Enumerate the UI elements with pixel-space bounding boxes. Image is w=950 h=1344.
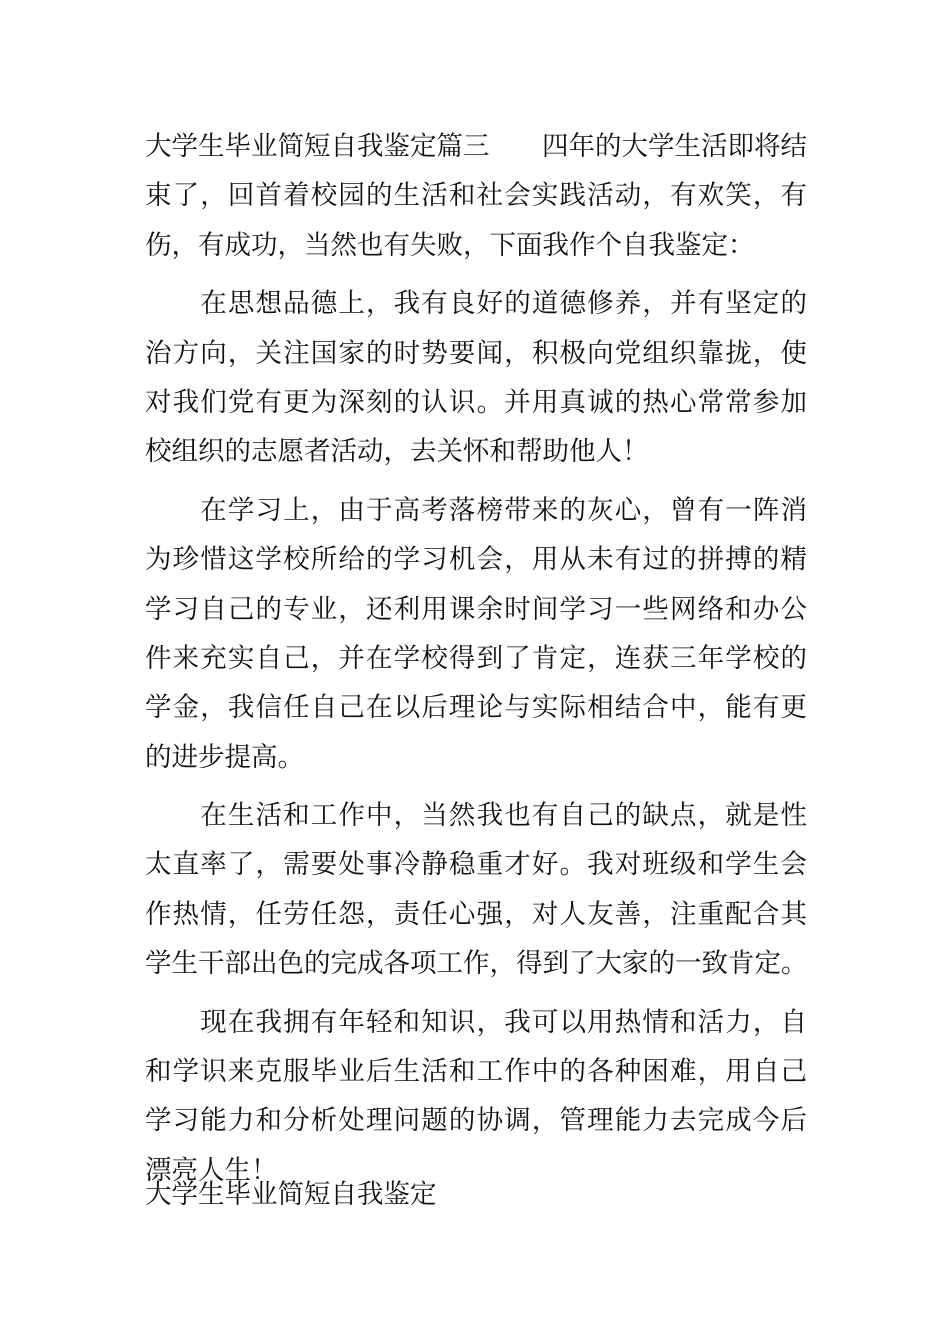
text-line: 在思想品德上，我有良好的道德修养，并有坚定的 <box>200 288 807 320</box>
document-body <box>145 122 807 1204</box>
paragraph-morality <box>145 279 807 477</box>
text-line: 对我们党有更为深刻的认识。并用真诚的热心常常参加 <box>145 386 807 418</box>
text-line: 治方向，关注国家的时势要闻，积极向党组织靠拢，使 <box>145 337 807 369</box>
footer-title: 大学生毕业简短自我鉴定 <box>145 1179 437 1210</box>
text-line: 束了，回首着校园的生活和社会实践活动，有欢笑，有 <box>145 180 807 212</box>
section-heading: 大学生毕业简短自我鉴定篇三 <box>145 131 490 162</box>
text-line: 学习能力和分析处理问题的协调，管理能力去完成今后 <box>145 1105 807 1137</box>
text-line: 学习自己的专业，还利用课余时间学习一些网络和办公 <box>145 593 807 625</box>
paragraph-study <box>145 486 807 782</box>
text-line: 学金，我信任自己在以后理论与实际相结合中，能有更 <box>145 692 807 724</box>
intro-first-line <box>145 122 807 171</box>
paragraph-life-work <box>145 791 807 989</box>
text-line: 件来充实自己，并在学校得到了肯定，连获三年学校的 <box>145 642 807 674</box>
text-line: 漂亮人生！ <box>145 1154 278 1186</box>
text-line: 现在我拥有年轻和知识，我可以用热情和活力，自 <box>200 1006 807 1038</box>
text-line: 在学习上，由于高考落榜带来的灰心，曾有一阵消 <box>200 494 807 526</box>
intro-text-start: 四年的大学生活即将结 <box>542 131 807 162</box>
text-line: 校组织的志愿者活动，去关怀和帮助他人！ <box>145 436 649 468</box>
text-line: 的进步提高。 <box>145 741 304 773</box>
intro-paragraph <box>145 122 807 270</box>
text-line: 学生干部出色的完成各项工作，得到了大家的一致肯定。 <box>145 948 808 980</box>
text-line: 太直率了，需要处事冷静稳重才好。我对班级和学生会 <box>145 849 807 881</box>
text-line: 为珍惜这学校所给的学习机会，用从未有过的拼搏的精 <box>145 544 807 576</box>
text-line: 作热情，任劳任怨，责任心强，对人友善，注重配合其 <box>145 898 807 930</box>
text-line: 在生活和工作中，当然我也有自己的缺点，就是性 <box>200 800 807 832</box>
text-line: 伤，有成功，当然也有失败，下面我作个自我鉴定： <box>145 229 755 261</box>
paragraph-future <box>145 998 807 1196</box>
text-line: 和学识来克服毕业后生活和工作中的各种困难，用自己 <box>145 1056 807 1088</box>
